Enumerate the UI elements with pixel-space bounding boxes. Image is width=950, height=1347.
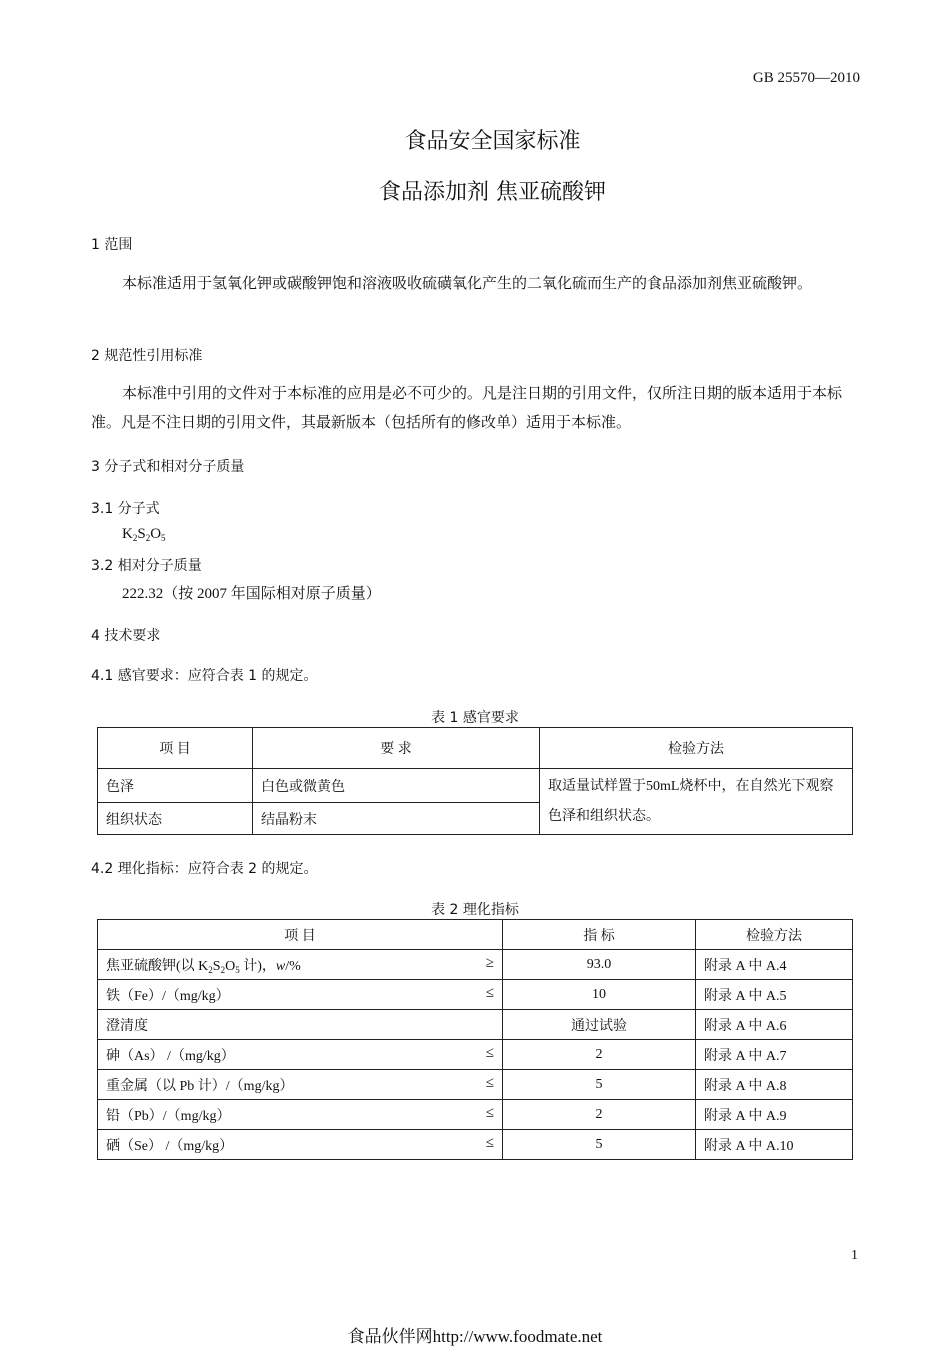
table-2 [97, 919, 853, 1160]
section-4-1-heading: 4.1 感官要求：应符合表 1 的规定。 [91, 668, 318, 684]
section-3-heading: 3 分子式和相对分子质量 [91, 459, 245, 475]
table-header-row [98, 920, 853, 950]
molecular-mass: 222.32（按 2007 年国际相对原子质量） [122, 586, 381, 602]
table-row [98, 1070, 853, 1100]
comparison-sign: ≤ [485, 1134, 494, 1151]
table-cell-method: 附录 A 中 A.5 [696, 980, 853, 1010]
table-cell-method: 附录 A 中 A.8 [696, 1070, 853, 1100]
table-cell-method: 附录 A 中 A.9 [696, 1100, 853, 1130]
table-cell-method: 附录 A 中 A.4 [696, 950, 853, 980]
table-header-cell: 指 标 [503, 920, 696, 950]
table-cell-item: 铅（Pb）/（mg/kg） ≤ [98, 1100, 503, 1130]
table-cell-item: 焦亚硫酸钾(以 $K_2S_2O_5$ 计)，w/% ≥ [98, 950, 503, 980]
comparison-sign: ≤ [485, 984, 494, 1001]
table-1 [97, 727, 853, 835]
table-2-caption: 表 2 理化指标 [431, 902, 519, 918]
table-row [98, 1130, 853, 1160]
section-2-heading: 2 规范性引用标准 [91, 348, 203, 364]
table-cell: 白色或微黄色 [253, 769, 540, 803]
table-header-cell: 要 求 [253, 728, 540, 769]
comparison-sign: ≤ [485, 1104, 494, 1121]
table-cell-method: 附录 A 中 A.10 [696, 1130, 853, 1160]
table-cell-method: 取适量试样置于50mL烧杯中，在自然光下观察色泽和组织状态。 [540, 769, 853, 835]
table-cell-item: 铁（Fe）/（mg/kg） ≤ [98, 980, 503, 1010]
footer-link[interactable]: 食品伙伴网http://www.foodmate.net [347, 1327, 603, 1346]
table-cell-value: 10 [503, 980, 696, 1010]
table-cell-method: 附录 A 中 A.6 [696, 1010, 853, 1040]
table-cell-value: 2 [503, 1100, 696, 1130]
table-cell-value: 5 [503, 1130, 696, 1160]
table-row [98, 769, 853, 803]
table-cell: 色泽 [98, 769, 253, 803]
comparison-sign: ≥ [485, 954, 494, 971]
section-2-text: 本标准中引用的文件对于本标准的应用是必不可少的。凡是注日期的引用文件，仅所注日期的版本适用于本标准。凡是不注日期的引用文件，其最新版本（包括所有的修改单）适用于本标准。 [91, 386, 843, 431]
section-3-1-heading: 3.1 分子式 [91, 501, 160, 517]
table-cell: 结晶粉末 [253, 803, 540, 835]
table-row [98, 1100, 853, 1130]
table-header-cell: 项 目 [98, 920, 503, 950]
section-4-heading: 4 技术要求 [91, 628, 161, 644]
section-1-text: 本标准适用于氢氧化钾或碳酸钾饱和溶液吸收硫磺氧化产生的二氧化硫而生产的食品添加剂焦亚硫酸钾。 [122, 276, 813, 292]
table-row [98, 950, 853, 980]
table-cell-method: 附录 A 中 A.7 [696, 1040, 853, 1070]
table-cell-value: 通过试验 [503, 1010, 696, 1040]
table-cell-value: 2 [503, 1040, 696, 1070]
comparison-sign: ≤ [485, 1074, 494, 1091]
section-1-heading: 1 范围 [91, 237, 133, 253]
table-cell: 组织状态 [98, 803, 253, 835]
standard-number: GB 25570—2010 [752, 70, 860, 86]
document-subtitle: 食品添加剂 焦亚硫酸钾 [379, 180, 606, 205]
table-row [98, 1010, 853, 1040]
table-cell-value: 93.0 [503, 950, 696, 980]
table-cell-item: 砷（As） /（mg/kg） ≤ [98, 1040, 503, 1070]
table-row [98, 1040, 853, 1070]
table-1-caption: 表 1 感官要求 [431, 710, 519, 726]
table-cell-item: 硒（Se） /（mg/kg） ≤ [98, 1130, 503, 1160]
table-row [98, 980, 853, 1010]
table-header-cell: 项 目 [98, 728, 253, 769]
document-title: 食品安全国家标准 [404, 129, 581, 154]
section-4-2-heading: 4.2 理化指标：应符合表 2 的规定。 [91, 861, 318, 877]
section-3-2-heading: 3.2 相对分子质量 [91, 558, 202, 574]
table-cell-value: 5 [503, 1070, 696, 1100]
table-header-cell: 检验方法 [696, 920, 853, 950]
table-cell-item: 重金属（以 Pb 计）/（mg/kg） ≤ [98, 1070, 503, 1100]
table-header-cell: 检验方法 [540, 728, 853, 769]
table-cell-item: 澄清度 [98, 1010, 503, 1040]
table-header-row [98, 728, 853, 769]
page-number: 1 [851, 1248, 858, 1263]
comparison-sign: ≤ [485, 1044, 494, 1061]
molecular-formula: $K_2S_2O_5$ [122, 526, 166, 543]
